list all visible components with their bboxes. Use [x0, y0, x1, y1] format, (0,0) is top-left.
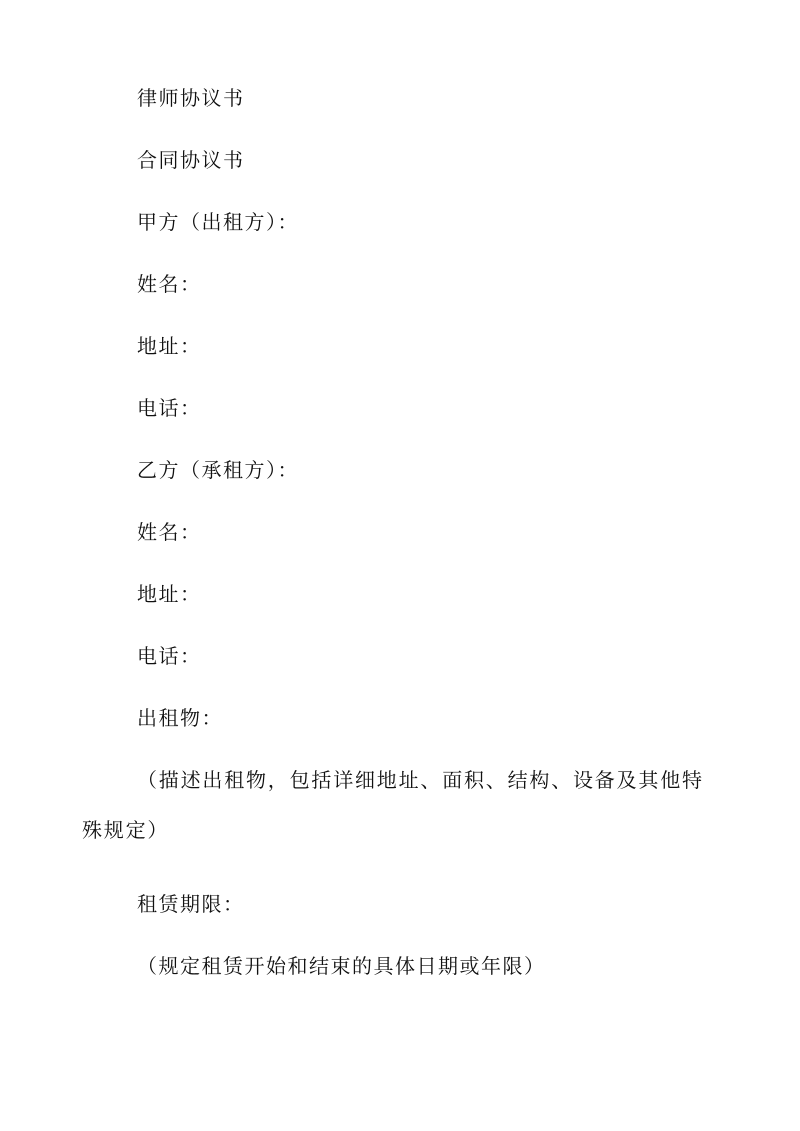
- party-b-phone-field: 电话：: [137, 644, 202, 668]
- party-a-name-field: 姓名：: [137, 272, 202, 296]
- party-b-name-field: 姓名：: [137, 520, 202, 544]
- party-b-heading: 乙方（承租方）：: [137, 458, 299, 482]
- party-a-address-field: 地址：: [137, 334, 202, 358]
- party-b-address-field: 地址：: [137, 582, 202, 606]
- lease-term-heading: 租赁期限：: [137, 892, 245, 916]
- lease-term-description: （规定租赁开始和结束的具体日期或年限）: [137, 954, 546, 978]
- document-title: 律师协议书: [137, 86, 245, 110]
- party-a-phone-field: 电话：: [137, 396, 202, 420]
- contract-heading: 合同协议书: [137, 148, 245, 172]
- party-a-heading: 甲方（出租方）：: [137, 210, 299, 234]
- rental-object-heading: 出租物：: [137, 706, 223, 730]
- rental-object-description: （描述出租物，包括详细地址、面积、结构、设备及其他特殊规定）: [82, 768, 704, 842]
